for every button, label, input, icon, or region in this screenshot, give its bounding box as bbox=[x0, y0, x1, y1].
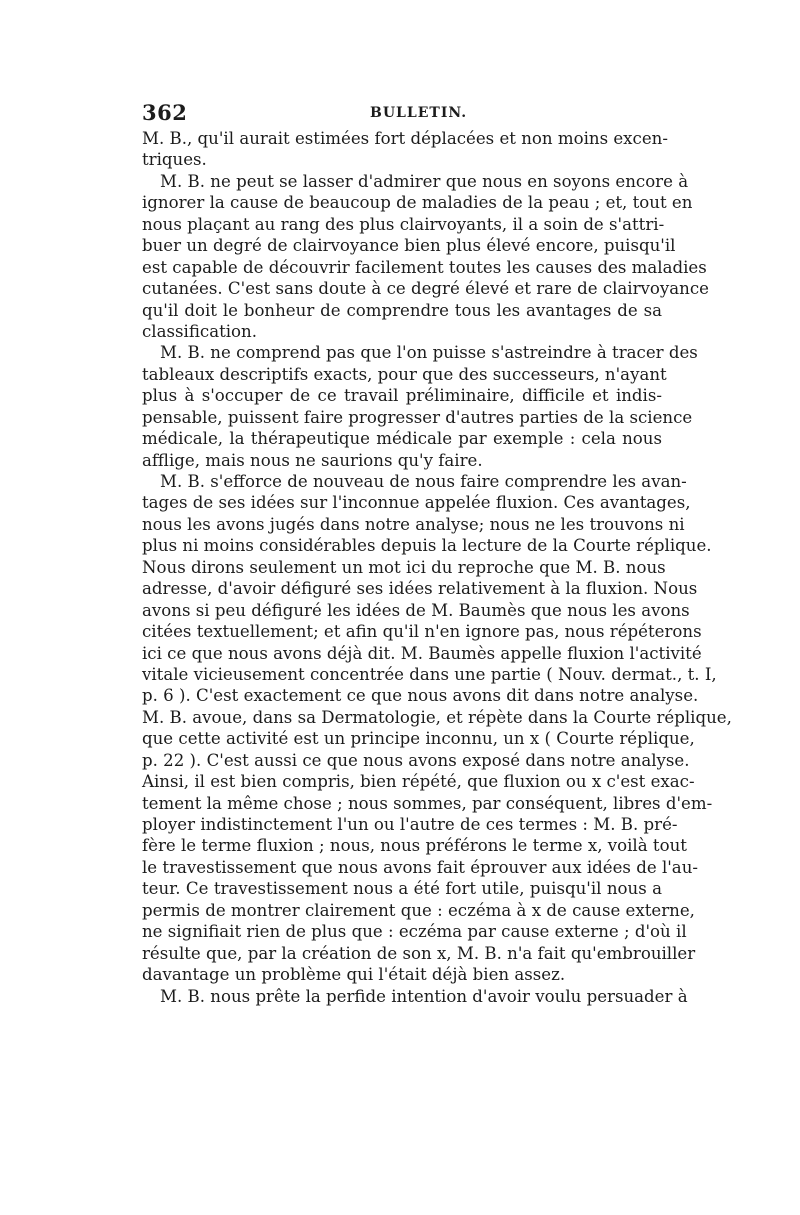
text-line: ployer indistinctement l'un ou l'autre de ces termes : M. B. pré- bbox=[142, 815, 678, 834]
text-line: M. B., qu'il aurait estimées fort déplacées et non moins excen- bbox=[142, 129, 668, 148]
text-line: M. B. ne comprend pas que l'on puisse s'astreindre à tracer des bbox=[160, 343, 698, 363]
text-line: Nous dirons seulement un mot ici du reproche que M. B. nous bbox=[142, 557, 666, 577]
text-line: permis de montrer clairement que : eczéma à x de cause externe, bbox=[142, 900, 695, 920]
text-line: tement la même chose ; nous sommes, par conséquent, libres d'em- bbox=[142, 793, 713, 813]
text-line: citées textuellement; et afin qu'il n'en ignore pas, nous répéterons bbox=[142, 622, 702, 642]
text-line: adresse, d'avoir défiguré ses idées relativement à la fluxion. Nous bbox=[142, 579, 698, 599]
running-head: BULLETIN. bbox=[370, 105, 468, 121]
text-line: pensable, puissent faire progresser d'autres parties de la science bbox=[142, 407, 693, 427]
page-header bbox=[142, 100, 662, 126]
text-line: afflige, mais nous ne saurions qu'y faire. bbox=[142, 450, 483, 470]
text-line: résulte que, par la création de son x, M. B. n'a fait qu'embrouiller bbox=[142, 943, 696, 963]
text-line: fère le terme fluxion ; nous, nous préférons le terme x, voilà tout bbox=[142, 836, 687, 856]
text-line: est capable de découvrir facilement toutes les causes des maladies bbox=[142, 257, 707, 277]
text-line: cutanées. C'est sans doute à ce degré élevé et rare de clairvoyance bbox=[142, 279, 709, 299]
text-line: plus ni moins considérables depuis la lecture de la Courte réplique. bbox=[142, 536, 712, 556]
text-line: M. B. s'efforce de nouveau de nous faire comprendre les avan- bbox=[160, 472, 687, 491]
text-line: tages de ses idées sur l'inconnue appelée fluxion. Ces avantages, bbox=[142, 493, 691, 513]
text-line: ne signifiait rien de plus que : eczéma par cause externe ; d'où il bbox=[142, 922, 687, 942]
text-line: p. 22 ). C'est aussi ce que nous avons exposé dans notre analyse. bbox=[142, 750, 690, 770]
text-line: qu'il doit le bonheur de comprendre tous les avantages de sa bbox=[142, 300, 662, 320]
text-line: avons si peu défiguré les idées de M. Baumès que nous les avons bbox=[142, 600, 690, 620]
text-line: ici ce que nous avons déjà dit. M. Baumès appelle fluxion l'activité bbox=[142, 643, 702, 663]
text-line: M. B. avoue, dans sa Dermatologie, et répète dans la Courte réplique, bbox=[142, 707, 732, 727]
text-line: médicale, la thérapeutique médicale par exemple : cela nous bbox=[142, 429, 662, 449]
text-line: que cette activité est un principe inconnu, un x ( Courte réplique, bbox=[142, 729, 695, 749]
text-line: classification. bbox=[142, 321, 258, 341]
text-line: M. B. nous prête la perfide intention d'avoir voulu persuader à bbox=[160, 986, 688, 1006]
text-line: M. B. ne peut se lasser d'admirer que nous en soyons encore à bbox=[160, 171, 689, 191]
body-text bbox=[142, 128, 732, 1007]
text-line: buer un degré de clairvoyance bien plus élevé encore, puisqu'il bbox=[142, 236, 676, 256]
text-line: davantage un problème qui l'était déjà bien assez. bbox=[142, 965, 566, 985]
text-line: plus à s'occuper de ce travail préliminaire, difficile et indis- bbox=[142, 386, 662, 406]
text-line: ignorer la cause de beaucoup de maladies de la peau ; et, tout en bbox=[142, 193, 693, 213]
text-line: teur. Ce travestissement nous a été fort utile, puisqu'il nous a bbox=[142, 879, 662, 899]
text-line: vitale vicieusement concentrée dans une partie ( Nouv. dermat., t. I, bbox=[142, 664, 717, 684]
text-line: le travestissement que nous avons fait éprouver aux idées de l'au- bbox=[142, 857, 698, 877]
text-line: p. 6 ). C'est exactement ce que nous avons dit dans notre analyse. bbox=[142, 686, 699, 706]
text-line: Ainsi, il est bien compris, bien répété, que fluxion ou x c'est exac- bbox=[142, 772, 695, 792]
page-number: 362 bbox=[142, 100, 188, 125]
text-line: nous les avons jugés dans notre analyse; nous ne les trouvons ni bbox=[142, 514, 685, 534]
text-line: triques. bbox=[142, 150, 207, 170]
text-line: tableaux descriptifs exacts, pour que des successeurs, n'ayant bbox=[142, 364, 667, 384]
text-line: nous plaçant au rang des plus clairvoyants, il a soin de s'attri- bbox=[142, 214, 665, 234]
